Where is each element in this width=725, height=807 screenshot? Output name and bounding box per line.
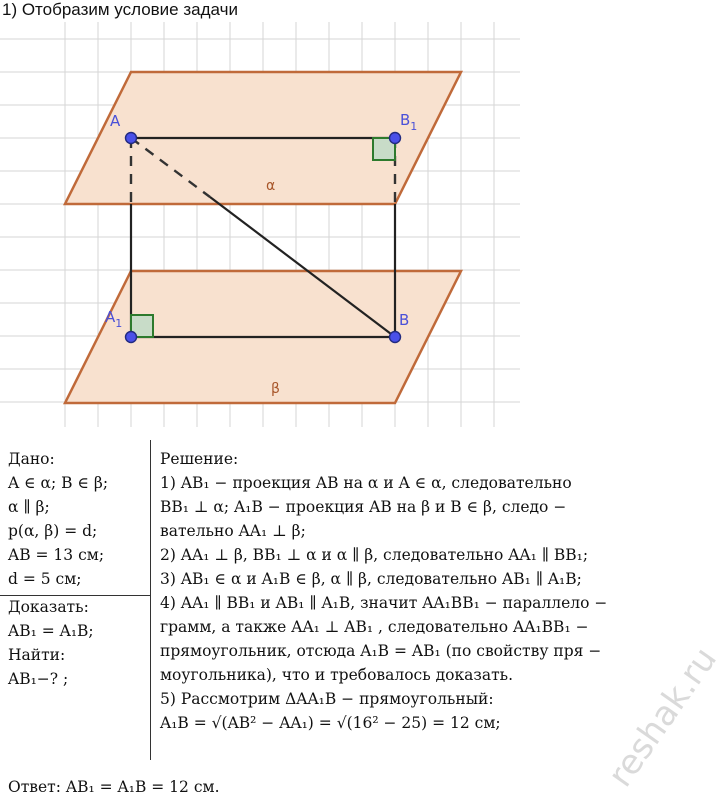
label-B1: $B_1$ <box>400 111 418 133</box>
point-B <box>390 332 401 343</box>
given-title: Дано: <box>8 450 55 468</box>
solution-line: 3) AB₁ ∈ α и A₁B ∈ β, α ∥ β, следовательно AB₁ ∥ A₁B; <box>160 570 582 588</box>
label-B: B <box>399 311 410 329</box>
prove-line: AB₁ = A₁B; <box>8 622 94 640</box>
solution-line: 4) AA₁ ∥ BB₁ и AB₁ ∥ A₁B, значит AA₁BB₁ − параллело − <box>160 594 608 612</box>
given-line: p(α, β) = d; <box>8 522 98 540</box>
find-title: Найти: <box>8 646 66 664</box>
given-line: AB = 13 см; <box>8 546 105 564</box>
column-divider <box>150 440 151 760</box>
solution-column <box>160 447 607 735</box>
given-line: A ∈ α; B ∈ β; <box>8 474 109 492</box>
solution-line: прямоугольник, отсюда A₁B = AB₁ (по свойству пря − <box>160 642 602 660</box>
prove-title: Доказать: <box>8 598 89 616</box>
label-A1: $A_1$ <box>105 308 123 330</box>
solution-line: моугольника), что и требовалось доказать. <box>160 666 514 684</box>
solution-line: грамм, а также AA₁ ⊥ AB₁ , следовательно AA₁BB₁ − <box>160 618 589 636</box>
solution-line: 2) AA₁ ⊥ β, BB₁ ⊥ α и α ∥ β, следовательно AA₁ ∥ BB₁; <box>160 546 589 564</box>
heading: 1) Отобразим условие задачи <box>2 0 238 19</box>
solution-line: BB₁ ⊥ α; A₁B − проекция AB на β и B ∈ β, следо − <box>160 498 567 516</box>
point-A1 <box>126 332 137 343</box>
given-column <box>8 447 108 691</box>
given-line: α ∥ β; <box>8 498 50 516</box>
answer: Ответ: AB₁ = A₁B = 12 см. <box>8 778 220 796</box>
label-alpha: α <box>266 178 276 194</box>
watermark: reshak.ru <box>600 640 725 795</box>
point-B1 <box>390 133 401 144</box>
solution-line: 5) Рассмотрим ΔAA₁B − прямоугольный: <box>160 690 494 708</box>
solution-line: вательно AA₁ ⊥ β; <box>160 522 306 540</box>
label-A: A <box>110 112 121 130</box>
solution-line: 1) AB₁ − проекция AB на α и A ∈ α, следовательно <box>160 474 572 492</box>
given-line: d = 5 см; <box>8 570 82 588</box>
point-A <box>126 133 137 144</box>
solution-line: A₁B = √(AB² − AA₁) = √(16² − 25) = 12 см; <box>160 714 501 732</box>
solution-title: Решение: <box>160 450 239 468</box>
find-line: AB₁−? ; <box>8 670 69 688</box>
label-beta: β <box>271 381 280 397</box>
geometry-figure <box>0 22 520 427</box>
